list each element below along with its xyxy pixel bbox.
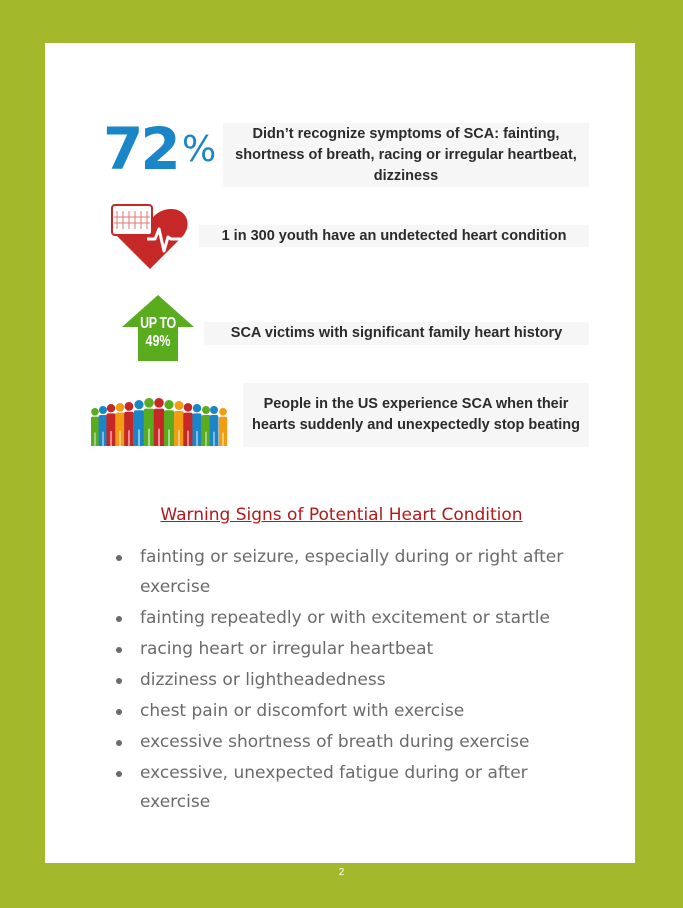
bullet-icon	[116, 709, 122, 715]
stat-us-sca-text: People in the US experience SCA when their hearts suddenly and unexpectedly stop beating	[243, 383, 589, 447]
person-figure-icon	[144, 398, 155, 446]
list-item-text: racing heart or irregular heartbeat	[140, 638, 434, 659]
person-figure-icon	[106, 404, 115, 446]
list-item	[116, 543, 586, 602]
list-item-text: fainting or seizure, especially during or right after exercise	[140, 547, 564, 597]
bullet-icon	[116, 678, 122, 684]
list-item-text: excessive, unexpected fatigue during or after exercise	[140, 762, 528, 812]
person-figure-icon	[202, 406, 211, 446]
person-figure-icon	[115, 403, 124, 446]
stat-family-history-text: SCA victims with significant family heart history	[204, 322, 589, 345]
list-item	[116, 604, 586, 634]
warning-signs-title: Warning Signs of Potential Heart Condition	[160, 505, 523, 525]
person-figure-icon	[134, 400, 144, 446]
person-figure-icon	[124, 402, 134, 446]
bullet-icon	[116, 771, 122, 777]
list-item	[116, 728, 586, 758]
list-item	[116, 635, 586, 665]
bullet-icon	[116, 647, 122, 653]
bullet-icon	[116, 555, 122, 561]
person-figure-icon	[154, 398, 165, 446]
list-item	[116, 697, 586, 727]
person-figure-icon	[219, 408, 227, 446]
list-item-text: excessive shortness of breath during exercise	[140, 731, 530, 752]
stat-72-percent-sign: %	[182, 129, 217, 170]
bullet-icon	[116, 740, 122, 746]
page-number: 2	[338, 867, 345, 878]
person-figure-icon	[192, 404, 201, 446]
person-figure-icon	[174, 401, 184, 446]
stat-72-number: 72	[103, 115, 178, 183]
person-figure-icon	[210, 406, 219, 446]
bullet-icon	[116, 616, 122, 622]
heart-ekg-icon	[109, 203, 191, 273]
stat-72-text: Didn’t recognize symptoms of SCA: fainting, shortness of breath, racing or irregular heartbeat, dizziness	[223, 123, 589, 187]
person-figure-icon	[99, 406, 108, 446]
list-item-text: fainting repeatedly or with excitement or startle	[140, 607, 550, 628]
list-item	[116, 759, 586, 818]
percent-49-label: 49%	[145, 333, 171, 350]
person-figure-icon	[183, 403, 192, 446]
stat-youth-text: 1 in 300 youth have an undetected heart condition	[199, 225, 589, 247]
list-item-text: dizziness or lightheadedness	[140, 669, 386, 690]
list-item	[116, 666, 586, 696]
warning-signs-list	[116, 543, 586, 819]
person-figure-icon	[164, 400, 174, 446]
people-crowd-icon	[91, 394, 237, 446]
person-figure-icon	[91, 408, 99, 446]
up-to-label: UP TO	[140, 315, 176, 332]
list-item-text: chest pain or discomfort with exercise	[140, 700, 465, 721]
